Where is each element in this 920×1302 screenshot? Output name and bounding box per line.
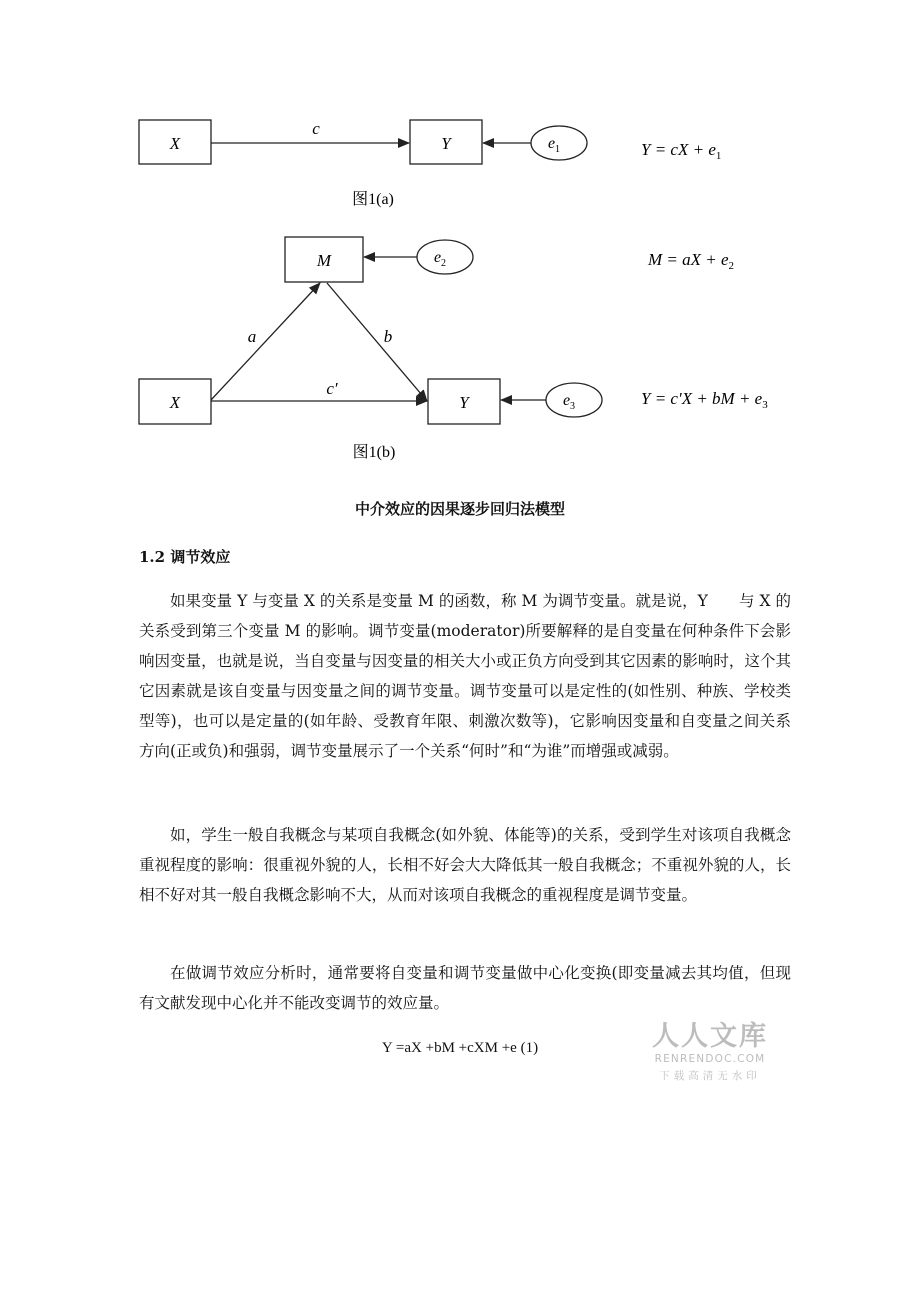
equation-a: Y = cX + $e_1$ (641, 140, 722, 162)
equation-1: Y =aX +bM +cXM +e (1) (381, 1040, 539, 1056)
path-b-arrow (327, 283, 427, 401)
equation-m: M = aX + $e_2$ (648, 250, 735, 272)
error-e3-label: $e_3$ (562, 392, 576, 412)
path-a-arrow (211, 283, 320, 400)
watermark-tagline: 下载高清无水印 (659, 1070, 761, 1082)
watermark (648, 1014, 772, 1083)
path-c-prime-label: c′ (326, 379, 338, 398)
node-y-label-b: Y (459, 393, 469, 412)
node-y-label-a: Y (441, 134, 451, 153)
watermark-brand: 人人文库 (652, 1021, 768, 1052)
caption-a: 图1(a) (352, 191, 394, 208)
node-m-label: M (316, 251, 332, 270)
node-x-label-b: X (169, 393, 181, 412)
path-a-label: a (247, 327, 257, 346)
caption-b: 图1(b) (352, 444, 396, 461)
error-e2-label: $e_2$ (433, 249, 447, 269)
paragraph-1: 如果变量 Y 与变量 X 的关系是变量 M 的函数，称 M 为调节变量。就是说，Y 与 X 的关系受到第三个变量 M 的影响。调节变量(moderator)所要解释的是自变量在何种条件下会影响因变量，也就是说，当自变量与因变量的相关大小或正负方向受到其它因素的影响时，这个其它因素就是该自变量与因变量之间的调节变量。调节变量可以是定性的(如性别、种族、学校类型等)，也可以是定量的(如年龄、受教育年限、刺激次数等)，它影响因变量和自变量之间关系方向(正或负)和强弱，调节变量展示了一个关系“何时”和“为谁”而增强或减弱。 (139, 592, 791, 760)
figure-title: 中介效应的因果逐步回归法模型 (354, 500, 565, 518)
paragraph-3: 在做调节效应分析时，通常要将自变量和调节变量做中心化变换(即变量减去其均值，但现有文献发现中心化并不能改变调节的效应量。 (139, 964, 791, 1012)
path-c-label: c (312, 119, 320, 138)
node-x-label-a: X (169, 134, 181, 153)
mediation-diagram (0, 0, 920, 480)
path-b-label: b (383, 327, 393, 346)
watermark-domain: RENRENDOC.COM (654, 1053, 766, 1065)
equation-y: Y = c′X + bM + $e_3$ (641, 389, 768, 411)
section-heading: 1.2 调节效应 (139, 548, 231, 566)
paragraph-2: 如，学生一般自我概念与某项自我概念(如外貌、体能等)的关系，受到学生对该项自我概念重视程度的影响：很重视外貌的人，长相不好会大大降低其一般自我概念；不重视外貌的人，长相不好对其一般自我概念影响不大，从而对该项自我概念的重视程度是调节变量。 (139, 826, 791, 904)
error-e1-label: $e_1$ (547, 135, 561, 155)
